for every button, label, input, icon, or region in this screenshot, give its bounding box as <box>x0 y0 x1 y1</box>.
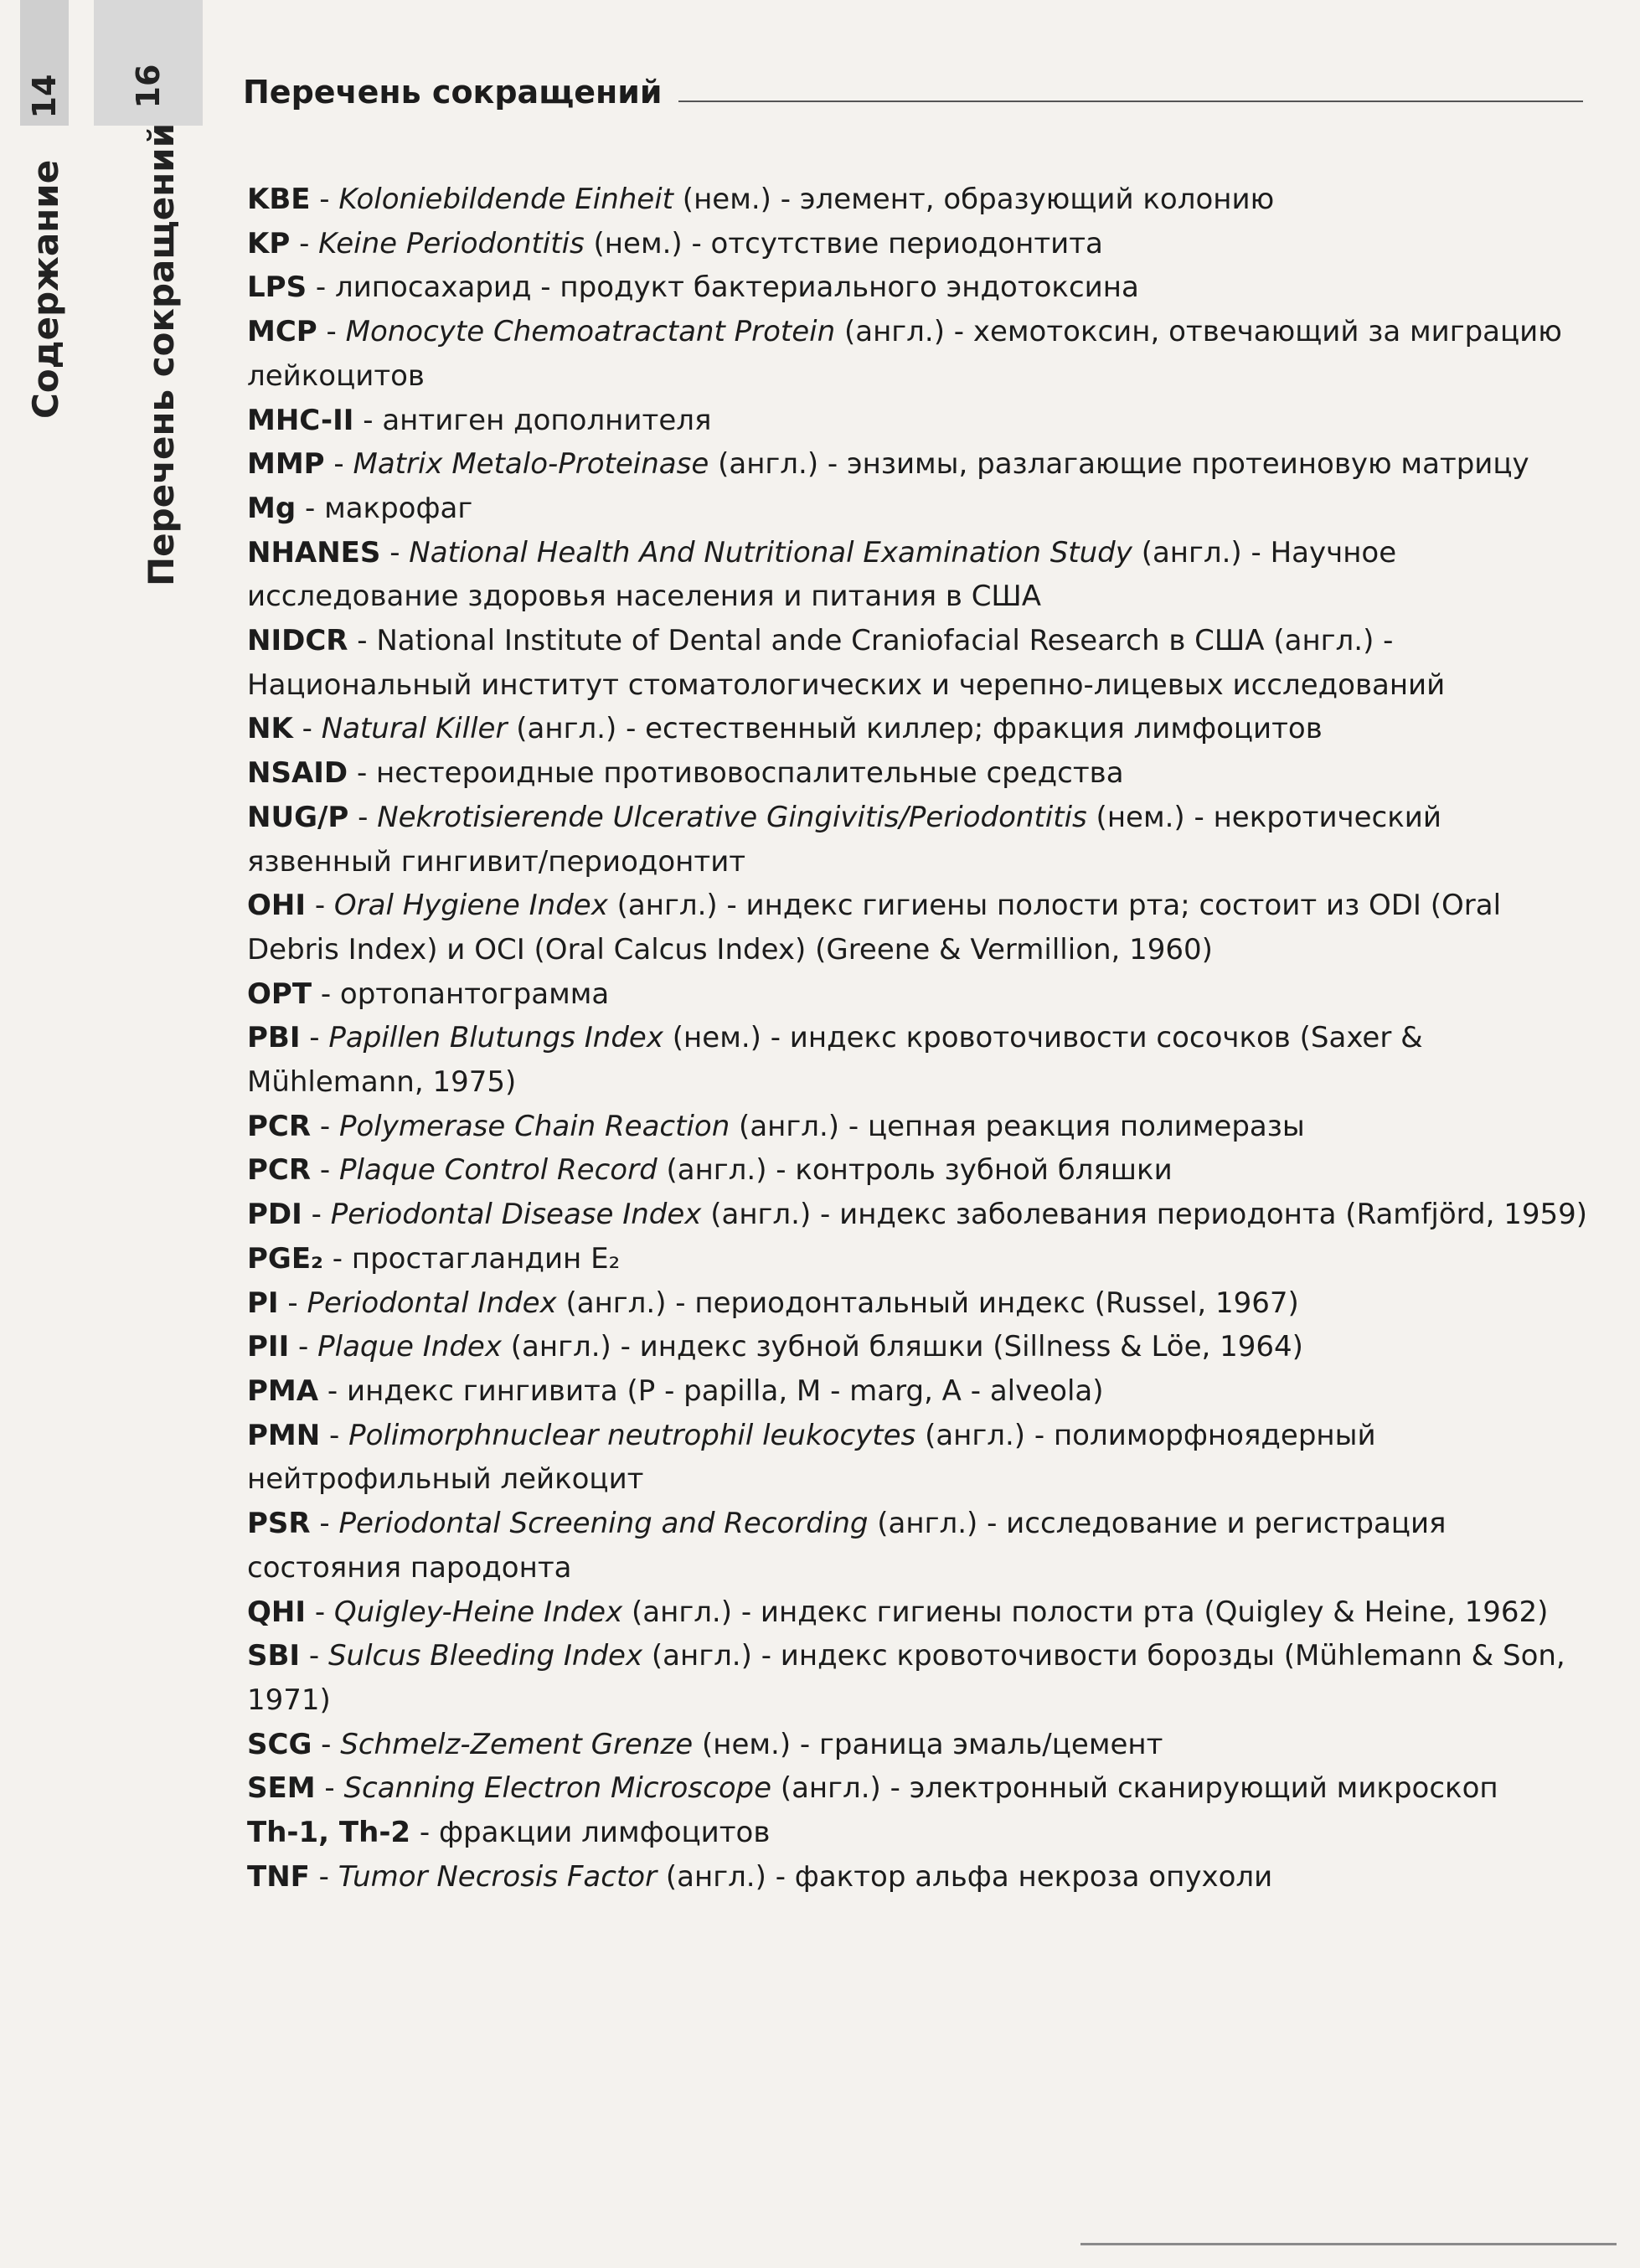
abbreviation-entry <box>247 884 1587 972</box>
abbreviation: KBE <box>247 183 311 216</box>
definition: (англ.) - периодонтальный индекс (Russel, 1967) <box>556 1286 1299 1320</box>
abbreviation: MHC-II <box>247 403 354 437</box>
abbreviation-entry <box>247 751 1587 796</box>
foreign-term: National Health And Nutritional Examination Study <box>409 535 1132 570</box>
definition: (англ.) - электронный сканирующий микроскоп <box>771 1771 1498 1806</box>
definition: (англ.) - контроль зубной бляшки <box>657 1153 1173 1188</box>
abbreviation-entry <box>247 796 1587 884</box>
foreign-term: Polimorphnuclear neutrophil leukocytes <box>348 1418 916 1452</box>
abbreviation-entry <box>247 619 1587 707</box>
abbreviation-entry <box>247 1723 1587 1767</box>
separator: - <box>310 1507 339 1541</box>
abbreviation-entry <box>247 1193 1587 1237</box>
separator: - <box>322 1241 352 1276</box>
foreign-term: Tumor Necrosis Factor <box>338 1859 658 1894</box>
separator: - <box>306 889 334 923</box>
definition: (англ.) - индекс гигиены полости рта (Quigley & Heine, 1962) <box>622 1595 1549 1629</box>
definition: (нем.) - элемент, образующий колонию <box>673 183 1275 216</box>
definition: макрофаг <box>324 491 473 525</box>
definition: липосахарид - продукт бактериального эндотоксина <box>334 271 1139 305</box>
abbreviation: SCG <box>247 1727 312 1761</box>
abbreviation-entry <box>247 487 1587 531</box>
abbreviation-entry <box>247 442 1587 487</box>
definition: (нем.) - некротический язвенный гингивит/периодонтит <box>247 800 1441 879</box>
definition: (англ.) - индекс кровоточивости борозды (Mühlemann & Son, 1971) <box>247 1639 1565 1717</box>
abbreviation-entry <box>247 1016 1587 1104</box>
definition: (англ.) - хемотоксин, отвечающий за миграцию лейкоцитов <box>247 315 1562 393</box>
abbreviation: Mg <box>247 491 297 525</box>
separator: - <box>311 1109 339 1143</box>
abbreviation-entry <box>247 1811 1587 1855</box>
separator: - <box>290 226 319 260</box>
definition: (англ.) - фактор альфа некроза опухоли <box>657 1859 1273 1894</box>
abbreviation: PCR <box>247 1109 312 1143</box>
tab-contents[interactable] <box>20 0 69 126</box>
foreign-term: Periodontal Index <box>307 1286 557 1320</box>
abbreviation-entry <box>247 1634 1587 1722</box>
abbreviation: Th-1, Th-2 <box>247 1816 411 1850</box>
abbreviation-entry <box>247 399 1587 443</box>
tab-page-number: 16 <box>130 64 167 109</box>
abbreviation: SBI <box>247 1639 301 1673</box>
page-title: Перечень сокращений <box>243 74 663 111</box>
definition: (англ.) - индекс заболевания периодонта (Ramfjörd, 1959) <box>701 1198 1587 1232</box>
definition: (англ.) - Научное исследование здоровья населения и питания в США <box>247 535 1397 614</box>
foreign-term: Nekrotisierende Ulcerative Gingivitis/Periodontitis <box>377 800 1087 834</box>
abbreviation-entry <box>247 1325 1587 1369</box>
abbreviation-entry <box>247 707 1587 751</box>
abbreviation-entry <box>247 1281 1587 1326</box>
definition: антиген дополнителя <box>382 403 712 437</box>
foreign-term: Periodontal Disease Index <box>330 1198 702 1232</box>
separator: - <box>317 315 346 349</box>
abbreviation-entry <box>247 1766 1587 1811</box>
separator: - <box>410 1816 439 1850</box>
abbreviation-entry <box>247 310 1587 398</box>
foreign-term: Matrix Metalo-Proteinase <box>353 447 709 482</box>
abbreviation: PCR <box>247 1153 312 1188</box>
separator: - <box>278 1286 307 1320</box>
separator: - <box>348 624 377 658</box>
abbreviation-entry <box>247 1590 1587 1635</box>
abbreviation: NK <box>247 712 293 746</box>
definition: (англ.) - цепная реакция полимеразы <box>730 1109 1305 1143</box>
tab-abbreviations[interactable] <box>94 0 203 126</box>
foreign-term: Periodontal Screening and Recording <box>338 1507 869 1541</box>
foreign-term: Monocyte Chemoatractant Protein <box>345 315 836 349</box>
separator: - <box>348 800 378 834</box>
separator: - <box>318 1374 347 1408</box>
separator: - <box>380 535 410 570</box>
abbreviation: OHI <box>247 889 307 923</box>
separator: - <box>306 1595 334 1629</box>
definition: (англ.) - энзимы, разлагающие протеиновую матрицу <box>709 447 1529 482</box>
separator: - <box>312 1727 341 1761</box>
definition: (англ.) - полиморфноядерный нейтрофильный лейкоцит <box>247 1418 1376 1497</box>
foreign-term: Quigley-Heine Index <box>333 1595 623 1629</box>
abbreviation: SEM <box>247 1771 316 1806</box>
definition: (англ.) - исследование и регистрация состояния пародонта <box>247 1507 1447 1585</box>
abbreviation-entry <box>247 1237 1587 1281</box>
separator: - <box>311 1153 339 1188</box>
separator: - <box>292 712 322 746</box>
abbreviation-entry <box>247 531 1587 619</box>
abbreviation-entry <box>247 1502 1587 1590</box>
definition: ортопантограмма <box>339 977 610 1011</box>
definition: (нем.) - отсутствие периодонтита <box>584 226 1103 260</box>
page-edge-mark <box>1080 2243 1617 2245</box>
abbreviation: PDI <box>247 1198 302 1232</box>
abbreviation-entry <box>247 1855 1587 1899</box>
foreign-term: Scanning Electron Microscope <box>343 1771 772 1806</box>
abbreviation: QHI <box>247 1595 307 1629</box>
separator: - <box>302 1198 331 1232</box>
definition: фракции лимфоцитов <box>438 1816 771 1850</box>
separator: - <box>312 977 340 1011</box>
definition: National Institute of Dental ande Craniofacial Research в США (англ.) - Национальный институт стоматологических и черепно-лицевых исследований <box>247 624 1446 702</box>
abbreviation-entry <box>247 178 1587 222</box>
foreign-term: Keine Periodontitis <box>318 226 585 260</box>
separator: - <box>324 447 353 482</box>
abbreviation: MMP <box>247 447 325 482</box>
foreign-term: Plaque Index <box>317 1330 502 1364</box>
definition: (англ.) - естественный киллер; фракция лимфоцитов <box>507 712 1323 746</box>
definition: (нем.) - индекс кровоточивости сосочков (Saxer & Mühlemann, 1975) <box>247 1021 1423 1100</box>
abbreviation: NIDCR <box>247 624 348 658</box>
abbreviation: NUG/P <box>247 800 349 834</box>
abbreviation-list <box>247 178 1587 1899</box>
foreign-term: Schmelz-Zement Grenze <box>340 1727 694 1761</box>
abbreviation: PBI <box>247 1021 301 1055</box>
separator: - <box>289 1330 318 1364</box>
separator: - <box>353 403 383 437</box>
abbreviation: MCP <box>247 315 317 349</box>
side-label-abbreviations: Перечень сокращений <box>141 122 182 586</box>
side-label-contents: Содержание <box>25 159 66 419</box>
foreign-term: Papillen Blutungs Index <box>328 1021 663 1055</box>
separator: - <box>320 1418 349 1452</box>
abbreviation-entry <box>247 265 1587 310</box>
abbreviation: NSAID <box>247 756 348 791</box>
abbreviation: LPS <box>247 271 307 305</box>
definition: нестероидные противовоспалительные средства <box>376 756 1124 791</box>
separator: - <box>309 1859 338 1894</box>
abbreviation-entry <box>247 1414 1587 1502</box>
definition: (англ.) - индекс зубной бляшки (Sillness & Löe, 1964) <box>501 1330 1303 1364</box>
foreign-term: Polymerase Chain Reaction <box>338 1109 730 1143</box>
header-rule <box>678 101 1583 102</box>
separator: - <box>300 1021 329 1055</box>
foreign-term: Plaque Control Record <box>338 1153 658 1188</box>
foreign-term: Sulcus Bleeding Index <box>327 1639 643 1673</box>
abbreviation-entry <box>247 1148 1587 1193</box>
separator: - <box>296 491 325 525</box>
definition: индекс гингивита (P - papilla, M - marg, A - alveola) <box>346 1374 1104 1408</box>
abbreviation-entry <box>247 972 1587 1017</box>
definition: простагландин E₂ <box>351 1241 621 1276</box>
page-header <box>243 74 1583 111</box>
foreign-term: Koloniebildende Einheit <box>338 183 673 216</box>
abbreviation: PGE₂ <box>247 1241 323 1276</box>
tab-page-number: 14 <box>26 74 63 119</box>
separator: - <box>348 756 377 791</box>
separator: - <box>315 1771 344 1806</box>
abbreviation: NHANES <box>247 535 381 570</box>
abbreviation: PMA <box>247 1374 319 1408</box>
abbreviation: PSR <box>247 1507 311 1541</box>
abbreviation-entry <box>247 1369 1587 1414</box>
foreign-term: Oral Hygiene Index <box>333 889 608 923</box>
foreign-term: Natural Killer <box>321 712 508 746</box>
abbreviation: TNF <box>247 1859 310 1894</box>
definition: (нем.) - граница эмаль/цемент <box>693 1727 1163 1761</box>
abbreviation: PII <box>247 1330 290 1364</box>
separator: - <box>310 183 339 216</box>
definition: (англ.) - индекс гигиены полости рта; состоит из ODI (Oral Debris Index) и OCI (Oral Calcus Index) (Greene & Vermillion, 1960) <box>247 889 1502 966</box>
abbreviation: PMN <box>247 1418 321 1452</box>
abbreviation-entry <box>247 222 1587 266</box>
separator: - <box>307 271 335 305</box>
abbreviation: PI <box>247 1286 279 1320</box>
abbreviation: OPT <box>247 977 312 1011</box>
separator: - <box>300 1639 328 1673</box>
abbreviation: KP <box>247 226 291 260</box>
abbreviation-entry <box>247 1105 1587 1149</box>
